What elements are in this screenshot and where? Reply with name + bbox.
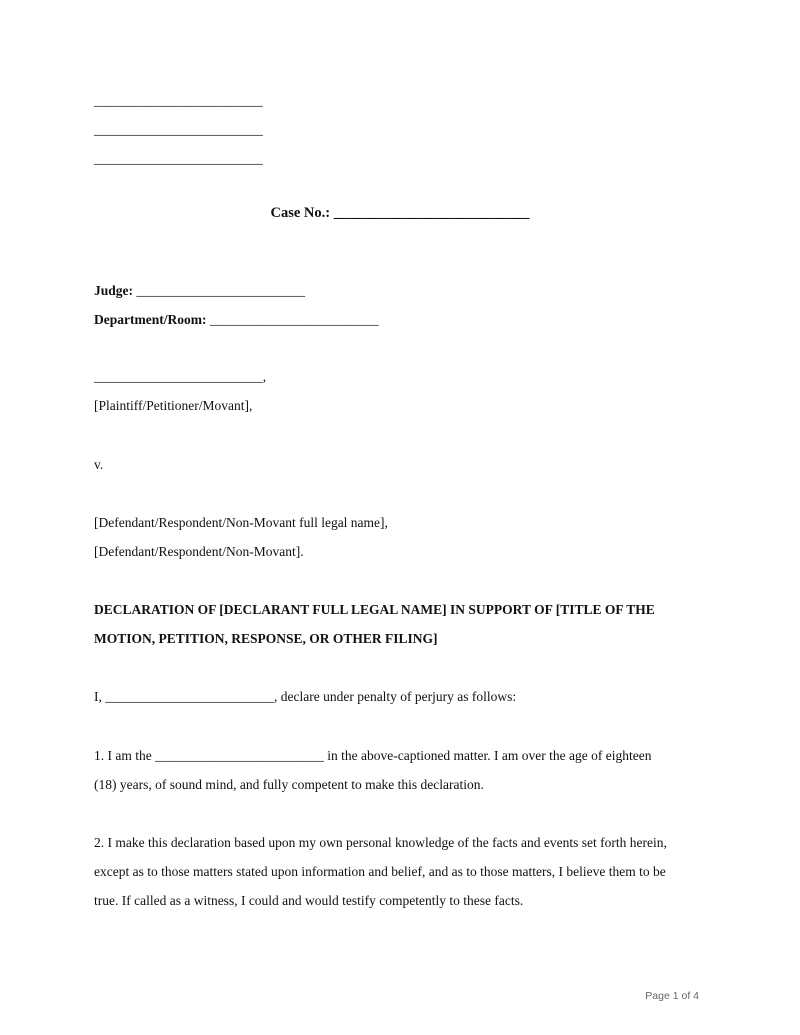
declaration-intro: I, _________________________, declare under penalty of perjury as follows: <box>94 689 517 704</box>
declaration-title-line-1: DECLARATION OF [DECLARANT FULL LEGAL NAME] IN SUPPORT OF [TITLE OF THE <box>94 602 655 617</box>
plaintiff-blank: _________________________, <box>94 369 267 384</box>
paragraph-2-line-2: except as to those matters stated upon information and belief, and as to those matters, I believe them to be <box>94 864 666 879</box>
judge-label: Judge: <box>94 283 134 298</box>
department-label: Department/Room: <box>94 312 207 327</box>
plaintiff-label: [Plaintiff/Petitioner/Movant], <box>94 398 253 413</box>
judge-line <box>94 283 305 299</box>
department-blank: _________________________ <box>209 312 379 327</box>
department-line <box>94 312 379 328</box>
header-blank-3: _________________________ <box>94 151 263 166</box>
paragraph-2-line-3: true. If called as a witness, I could and would testify competently to these facts. <box>94 893 524 908</box>
defendant-line-2: [Defendant/Respondent/Non-Movant]. <box>94 544 304 559</box>
page-number: Page 1 of 4 <box>645 990 699 1002</box>
judge-blank: _________________________ <box>136 283 306 298</box>
defendant-line-1: [Defendant/Respondent/Non-Movant full legal name], <box>94 515 388 530</box>
paragraph-2-line-1: 2. I make this declaration based upon my own personal knowledge of the facts and events set forth herein, <box>94 835 667 850</box>
header-blank-2: _________________________ <box>94 122 263 137</box>
versus: v. <box>94 457 104 472</box>
case-number: Case No.: ___________________________ <box>270 205 530 221</box>
paragraph-1-line-2: (18) years, of sound mind, and fully competent to make this declaration. <box>94 777 484 792</box>
header-blank-1: _________________________ <box>94 93 263 108</box>
paragraph-1-line-1: 1. I am the _________________________ in the above-captioned matter. I am over the age of eighteen <box>94 748 652 763</box>
declaration-title-line-2: MOTION, PETITION, RESPONSE, OR OTHER FILING] <box>94 631 438 646</box>
